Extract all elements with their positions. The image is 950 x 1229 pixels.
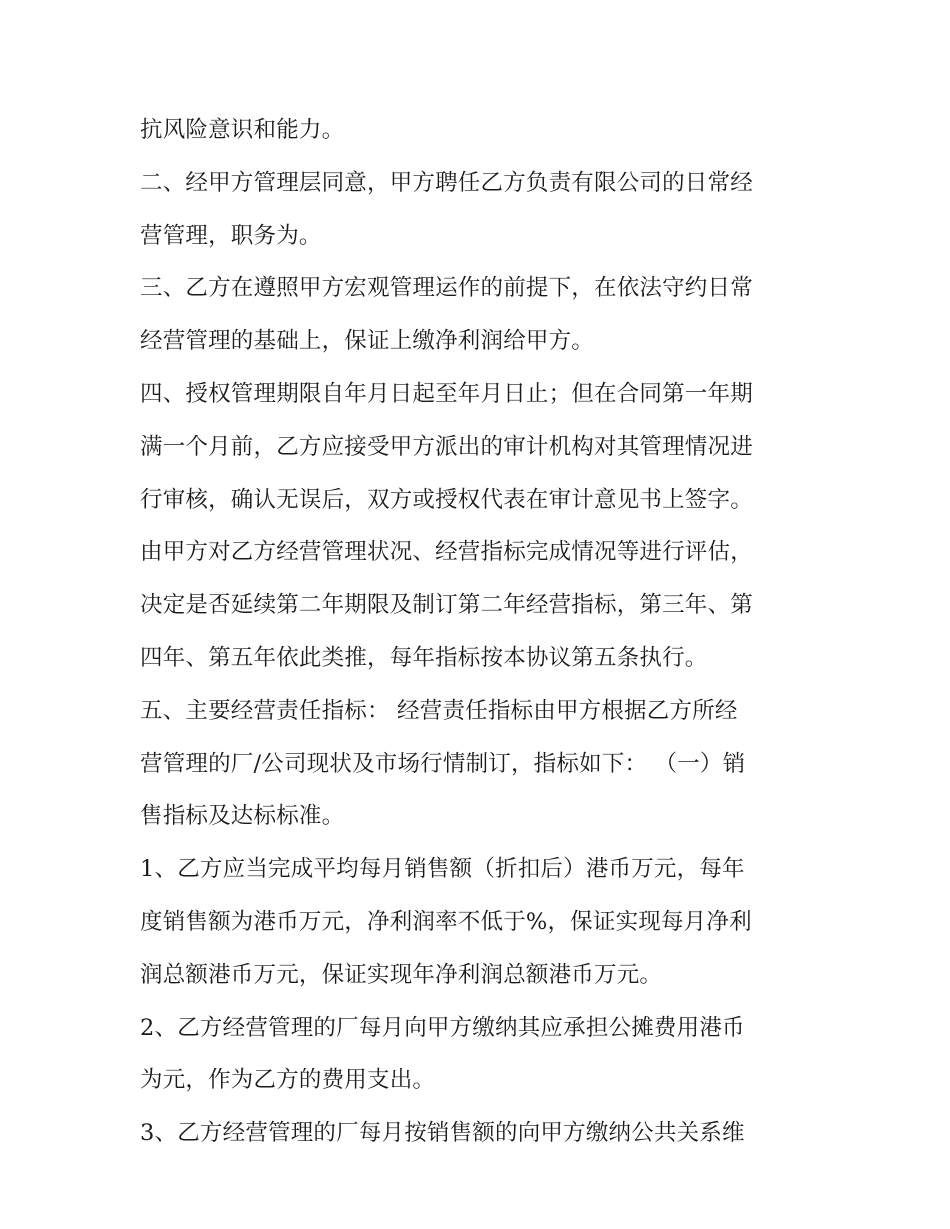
- text-line: 四年、第五年依此类推，每年指标按本协议第五条执行。: [140, 644, 708, 671]
- text-line: 决定是否延续第二年期限及制订第二年经营指标，第三年、第: [140, 592, 753, 619]
- text-line: 四、授权管理期限自年月日起至年月日止；但在合同第一年期: [140, 380, 753, 407]
- document-body: [140, 104, 815, 1160]
- text-line: 三、乙方在遵照甲方宏观管理运作的前提下，在依法守约日常: [140, 275, 753, 302]
- text-line: 抗风险意识和能力。: [140, 117, 345, 143]
- text-line: 营管理，职务为。: [140, 222, 322, 249]
- text-line: 五、主要经营责任指标： 经营责任指标由甲方根据乙方所经: [140, 697, 738, 724]
- text-line: 润总额港币万元，保证实现年净利润总额港币万元。: [140, 961, 663, 988]
- text-line: 行审核，确认无误后，双方或授权代表在审计意见书上签字。: [140, 486, 753, 513]
- text-line: 3、乙方经营管理的厂每月按销售额的向甲方缴纳公共关系维: [140, 1120, 745, 1147]
- text-line: 二、经甲方管理层同意，甲方聘任乙方负责有限公司的日常经: [140, 169, 753, 196]
- text-line: 满一个月前，乙方应接受甲方派出的审计机构对其管理情况进: [140, 433, 753, 460]
- text-line: 营管理的厂/公司现状及市场行情制订，指标如下： （一）销: [140, 750, 746, 777]
- text-line: 为元，作为乙方的费用支出。: [140, 1067, 436, 1094]
- text-line: 由甲方对乙方经营管理状况、经营指标完成情况等进行评估，: [140, 539, 753, 566]
- text-line: 1、乙方应当完成平均每月销售额（折扣后）港币万元，每年: [140, 856, 745, 883]
- text-line: 经营管理的基础上，保证上缴净利润给甲方。: [140, 328, 595, 355]
- text-line: 售指标及达标标准。: [140, 803, 345, 830]
- text-line: 2、乙方经营管理的厂每月向甲方缴纳其应承担公摊费用港币: [140, 1014, 745, 1041]
- text-line: 度销售额为港币万元，净利润率不低于%，保证实现每月净利: [140, 908, 752, 935]
